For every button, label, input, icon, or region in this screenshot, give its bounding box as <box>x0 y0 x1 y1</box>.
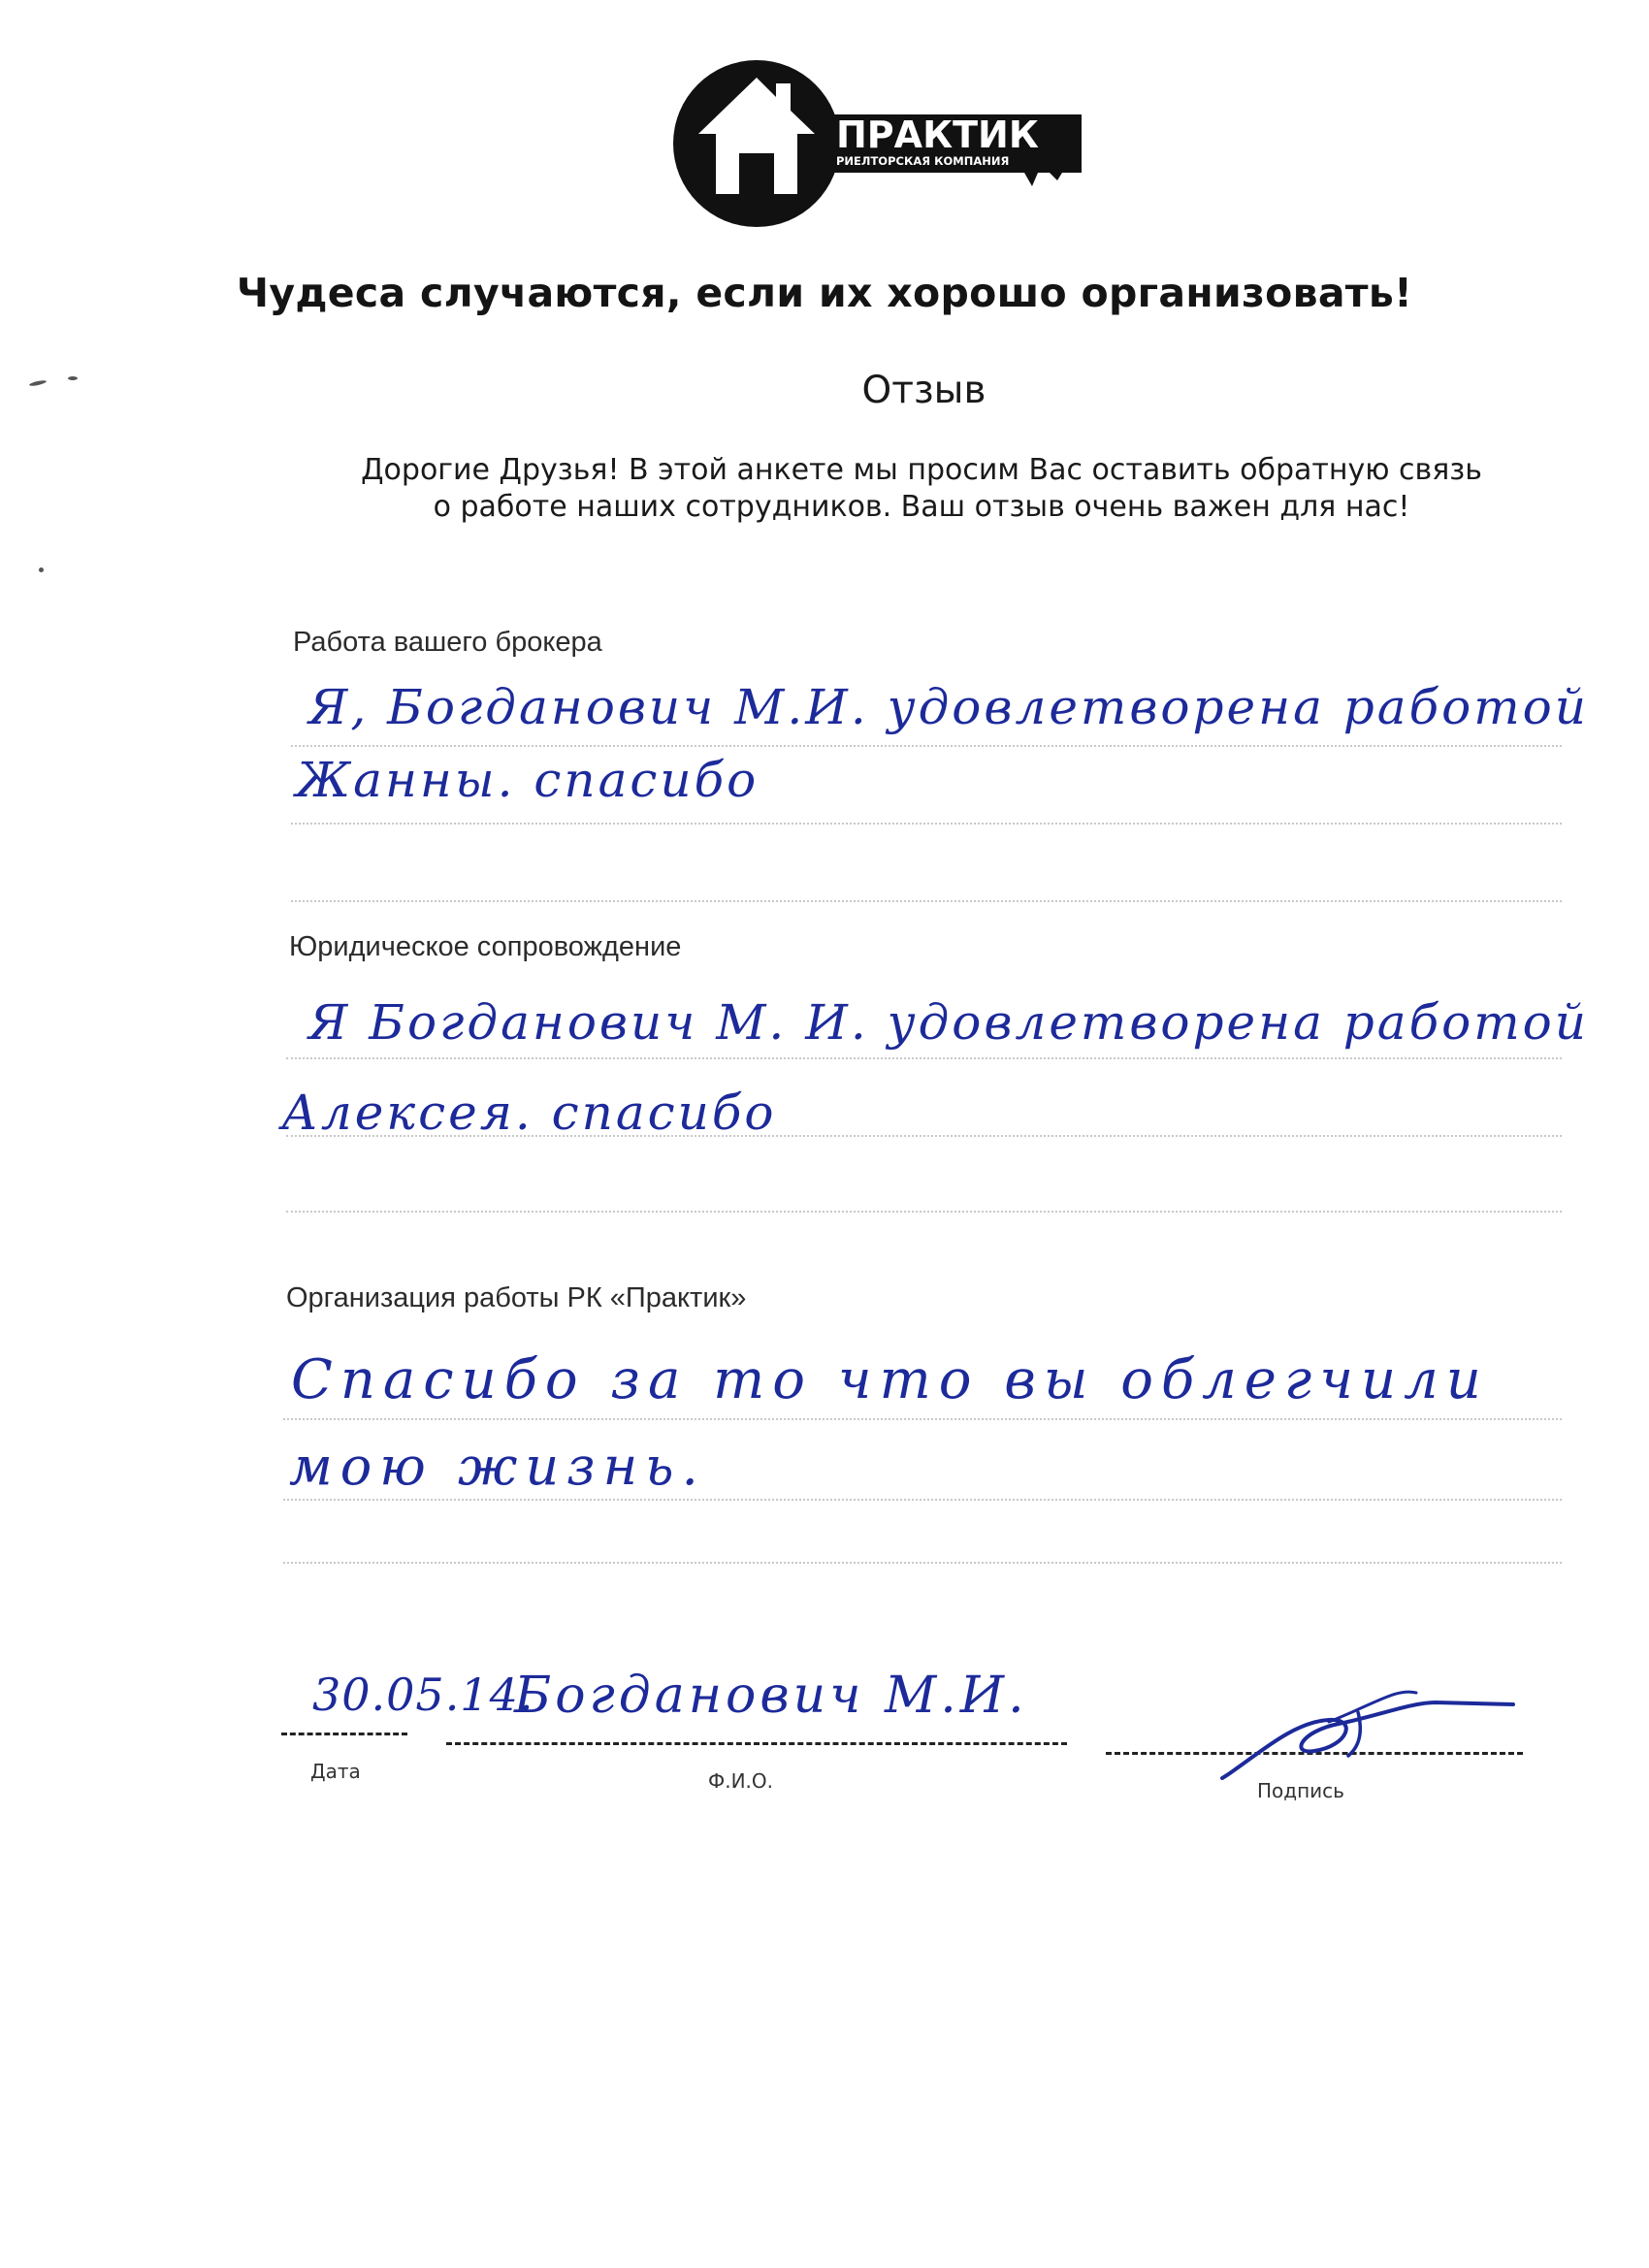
answer-rule <box>286 1211 1562 1213</box>
scan-speck <box>39 567 44 572</box>
scan-speck <box>68 376 78 380</box>
answer-rule <box>291 745 1562 747</box>
key-house-logo-icon <box>669 58 1086 233</box>
answer-rule <box>291 823 1562 825</box>
answer-organization-line-2: мою жизнь. <box>289 1436 706 1497</box>
section-label-broker: Работа вашего брокера <box>293 627 602 658</box>
signature-drawing <box>1212 1664 1533 1790</box>
name-label: Ф.И.О. <box>708 1769 773 1793</box>
answer-rule <box>283 1562 1562 1564</box>
answer-rule <box>283 1499 1562 1501</box>
slogan: Чудеса случаются, если их хорошо организовать! <box>236 270 1413 316</box>
answer-rule <box>291 900 1562 902</box>
answer-broker-line-1: Я, Богданович М.И. удовлетворена работой <box>308 679 1589 735</box>
logo-tagline-text: РИЕЛТОРСКАЯ КОМПАНИЯ <box>836 154 1010 168</box>
answer-legal-line-2: Алексея. спасибо <box>281 1085 777 1141</box>
intro-text <box>242 452 1600 525</box>
date-value: 30.05.14. <box>312 1669 534 1721</box>
page-title: Отзыв <box>861 369 986 412</box>
intro-line-2: о работе наших сотрудников. Ваш отзыв очень важен для нас! <box>433 489 1410 524</box>
answer-legal-line-1: Я Богданович М. И. удовлетворена работой <box>308 994 1589 1051</box>
date-line <box>281 1733 407 1735</box>
name-line <box>446 1742 1067 1745</box>
answer-organization-line-1: Спасибо за то что вы облегчили <box>291 1348 1489 1411</box>
logo-brand-text: ПРАКТИК <box>836 113 1039 156</box>
section-label-organization: Организация работы РК «Практик» <box>286 1282 747 1313</box>
section-label-legal: Юридическое сопровождение <box>289 931 682 962</box>
answer-rule <box>283 1418 1562 1420</box>
answer-rule <box>286 1135 1562 1137</box>
intro-line-1: Дорогие Друзья! В этой анкете мы просим Вас оставить обратную связь <box>361 453 1482 487</box>
answer-rule <box>286 1057 1562 1059</box>
answer-broker-line-2: Жанны. спасибо <box>296 752 760 808</box>
name-value: Богданович М.И. <box>514 1667 1028 1725</box>
company-logo <box>669 58 1086 233</box>
date-label: Дата <box>310 1760 361 1783</box>
signature-label: Подпись <box>1257 1779 1344 1802</box>
